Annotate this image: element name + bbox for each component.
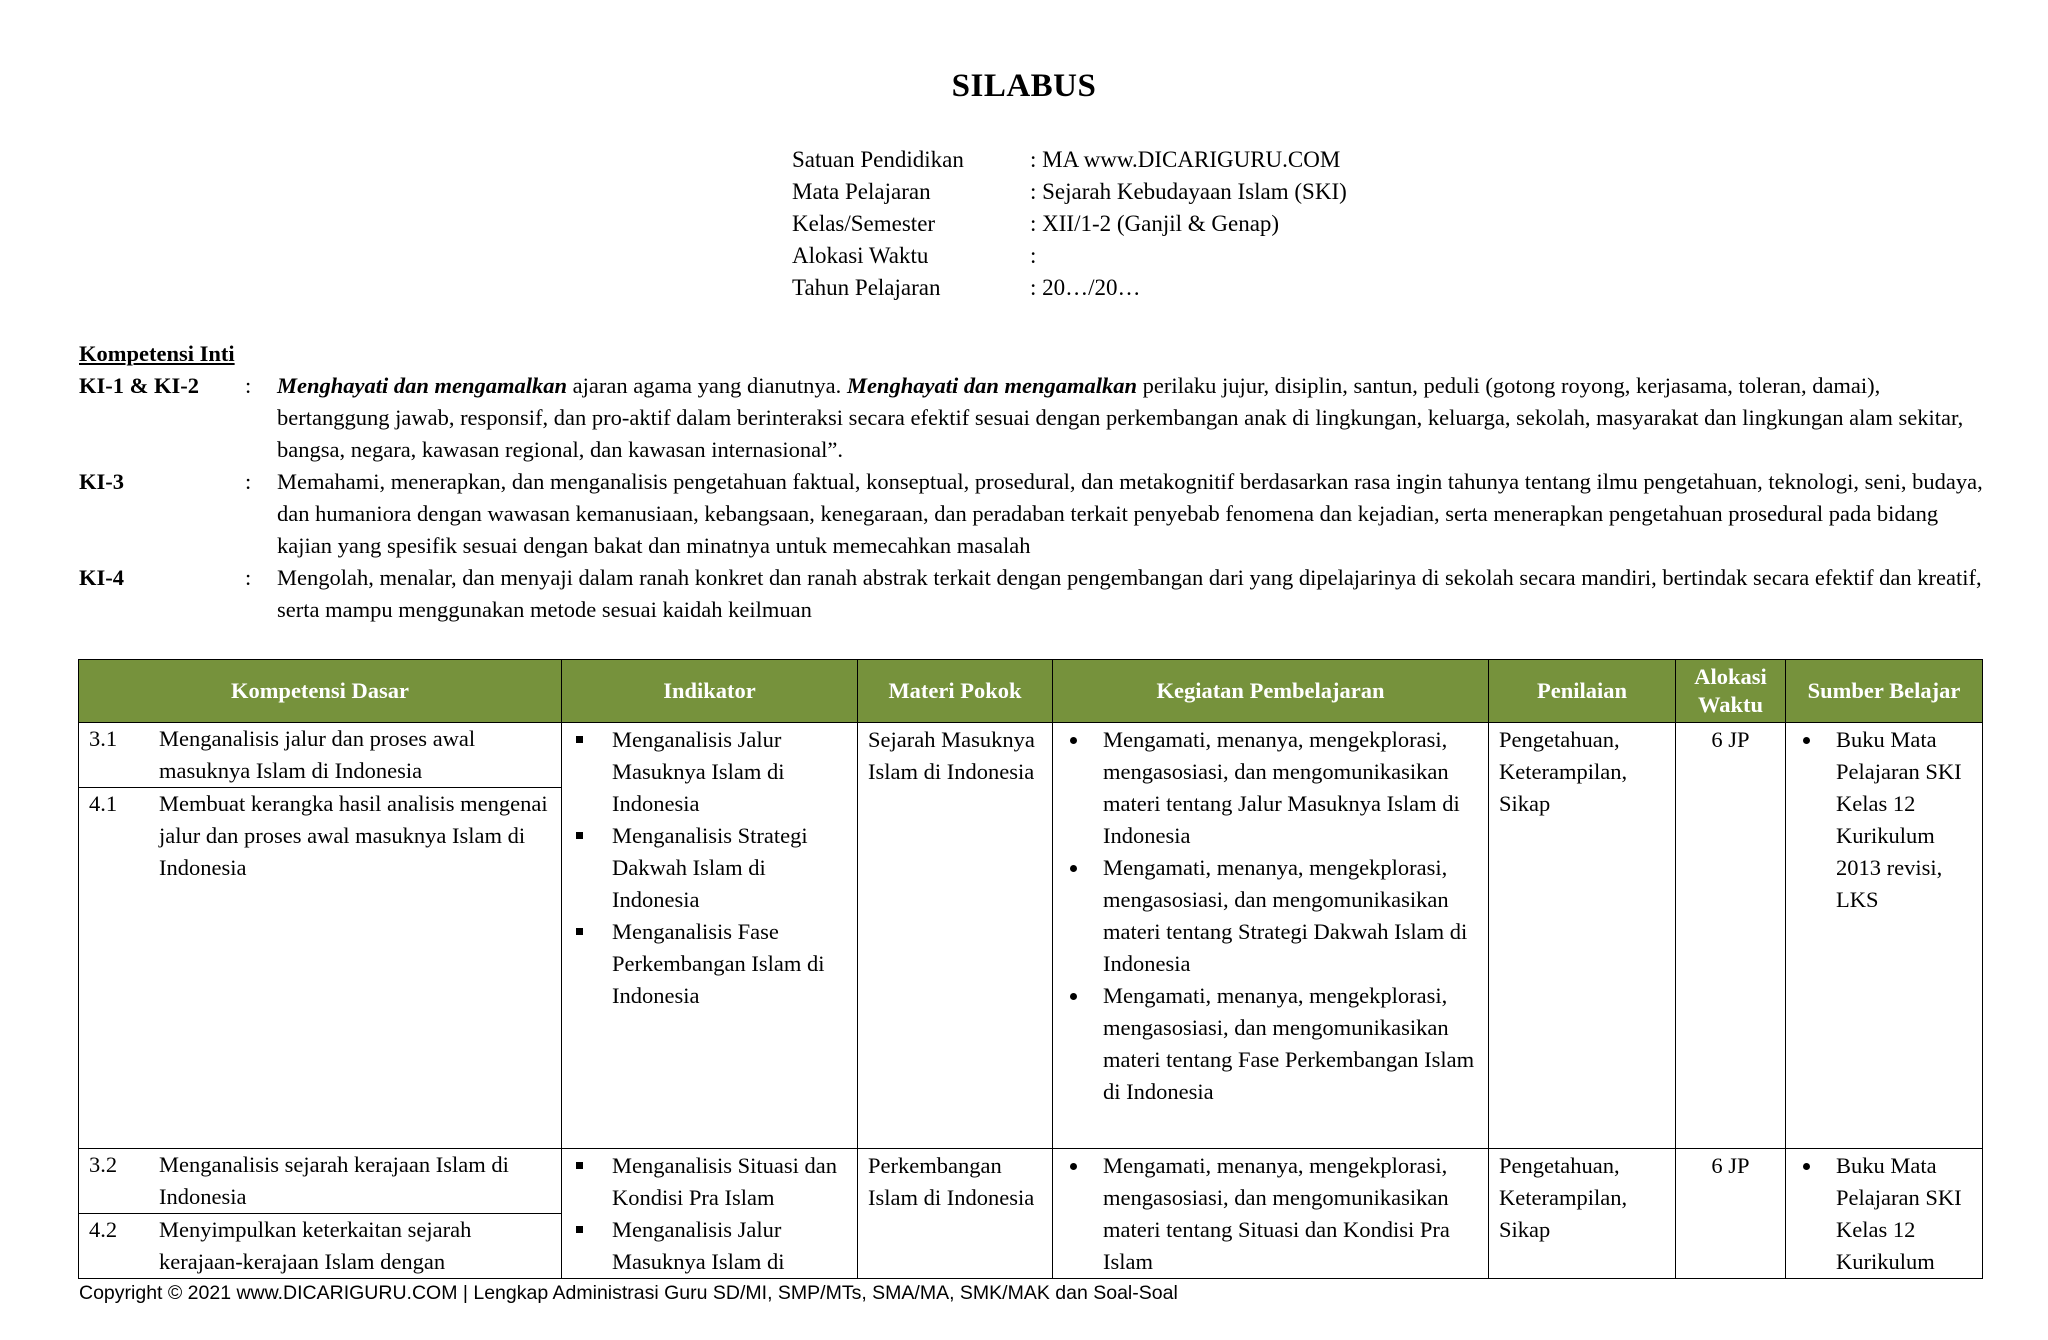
ki-text-part: ajaran agama yang dianutnya. xyxy=(567,373,847,398)
meta-row xyxy=(792,144,1347,176)
indikator-cell xyxy=(562,723,858,1149)
ki-colon: : xyxy=(245,469,252,494)
list-item: Menganalisis Fase Perkembangan Islam di Indonesia xyxy=(572,916,849,1012)
penilaian-text: Pengetahuan, Keterampilan, Sikap xyxy=(1499,1153,1628,1242)
meta-label: Kelas/Semester xyxy=(792,211,936,236)
ki-text: Memahami, menerapkan, dan menganalisis pengetahuan faktual, konseptual, prosedural, dan metakognitif berdasarkan rasa ingin tahunya tentang ilmu pengetahuan, teknologi, seni, budaya, dan humaniora dengan wawasan kemanusiaan, kebangsaan, kenegaraan, dan peradaban terkait penyebab fenomena dan kejadian, serta menerapkan pengetahuan prosedural pada bidang kajian yang spesifik sesuai dengan bakat dan minatnya untuk memecahkan masalah xyxy=(277,469,1983,558)
ki-emphasis: Menghayati dan mengamalkan xyxy=(846,373,1137,398)
materi-pokok-cell xyxy=(858,1149,1053,1279)
kd-number: 4.1 xyxy=(89,791,118,816)
column-header: Penilaian xyxy=(1489,660,1676,723)
kd-item xyxy=(79,723,561,787)
kd-item xyxy=(79,1213,561,1278)
list-item: Buku Mata Pelajaran SKI Kelas 12 Kurikulum xyxy=(1796,1150,1974,1278)
ki-emphasis: Menghayati dan mengamalkan xyxy=(277,373,568,398)
indikator-list xyxy=(562,1149,857,1278)
meta-row xyxy=(792,240,1347,272)
alokasi-cell xyxy=(1676,1149,1786,1279)
meta-value: : xyxy=(1030,243,1037,268)
kegiatan-list xyxy=(1053,1149,1488,1278)
document-title: SILABUS xyxy=(951,68,1097,104)
meta-value: : XII/1-2 (Ganjil & Genap) xyxy=(1030,211,1280,236)
ki-colon: : xyxy=(245,565,252,590)
ki-code: KI-1 & KI-2 xyxy=(79,373,199,398)
kd-number: 3.2 xyxy=(89,1152,118,1177)
identity-block xyxy=(792,144,1347,304)
list-item: Menganalisis Situasi dan Kondisi Pra Islam xyxy=(572,1150,849,1214)
table-header-row xyxy=(79,660,1983,723)
list-item: Buku Mata Pelajaran SKI Kelas 12 Kurikulum 2013 revisi, LKS xyxy=(1796,724,1974,916)
meta-label: Mata Pelajaran xyxy=(792,179,931,204)
kd-text: Menganalisis sejarah kerajaan Islam di Indonesia xyxy=(159,1152,509,1209)
meta-row xyxy=(792,208,1347,240)
sumber-list xyxy=(1786,1149,1982,1278)
list-item: Mengamati, menanya, mengekplorasi, mengasosiasi, dan mengomunikasikan materi tentang Jalur Masuknya Islam di Indonesia xyxy=(1063,724,1480,852)
meta-value: : MA www.DICARIGURU.COM xyxy=(1030,147,1341,172)
column-header: Kompetensi Dasar xyxy=(79,660,562,723)
column-header: Sumber Belajar xyxy=(1786,660,1983,723)
ki-code: KI-3 xyxy=(79,469,124,494)
list-item: Mengamati, menanya, mengekplorasi, mengasosiasi, dan mengomunikasikan materi tentang Fase Perkembangan Islam di Indonesia xyxy=(1063,980,1480,1108)
kd-number: 4.2 xyxy=(89,1217,118,1242)
copyright-footer: Copyright © 2021 www.DICARIGURU.COM | Lengkap Administrasi Guru SD/MI, SMP/MTs, SMA/MA, SMK/MAK dan Soal-Soal xyxy=(79,1282,1178,1304)
indikator-list xyxy=(562,723,857,1012)
meta-label: Alokasi Waktu xyxy=(792,243,929,268)
alokasi-text: 6 JP xyxy=(1711,1153,1750,1178)
column-header: Materi Pokok xyxy=(858,660,1053,723)
materi-text: Perkembangan Islam di Indonesia xyxy=(868,1153,1035,1210)
sumber-list xyxy=(1786,723,1982,916)
ki-colon: : xyxy=(245,373,252,398)
kd-item xyxy=(79,787,561,884)
kd-text: Menganalisis jalur dan proses awal masuknya Islam di Indonesia xyxy=(159,726,476,783)
ki-code: KI-4 xyxy=(79,565,124,590)
column-header: Alokasi Waktu xyxy=(1676,660,1786,723)
kd-number: 3.1 xyxy=(89,726,118,751)
materi-pokok-cell xyxy=(858,723,1053,1149)
meta-value: : Sejarah Kebudayaan Islam (SKI) xyxy=(1030,179,1347,204)
indikator-cell xyxy=(562,1149,858,1279)
penilaian-cell xyxy=(1489,723,1676,1149)
kegiatan-cell xyxy=(1053,723,1489,1149)
ki-text-part: perilaku jujur, disiplin, santun, peduli (gotong royong, kerjasama, toleran, damai), bertanggung jawab, responsif, dan pro-aktif dalam berinteraksi secara efektif sesuai dengan perkembangan anak di lingkungan, keluarga, sekolah, masyarakat dan lingkungan alam sekitar, bangsa, negara, kawasan regional, dan kawasan internasional”. xyxy=(277,373,1964,462)
list-item: Mengamati, menanya, mengekplorasi, mengasosiasi, dan mengomunikasikan materi tentang Strategi Dakwah Islam di Indonesia xyxy=(1063,852,1480,980)
table-row xyxy=(79,1149,1983,1279)
materi-text: Sejarah Masuknya Islam di Indonesia xyxy=(868,727,1035,784)
kd-text: Membuat kerangka hasil analisis mengenai jalur dan proses awal masuknya Islam di Indonesia xyxy=(159,791,548,880)
list-item: Menganalisis Strategi Dakwah Islam di Indonesia xyxy=(572,820,849,916)
alokasi-text: 6 JP xyxy=(1711,727,1750,752)
meta-row xyxy=(792,272,1347,304)
ki-text: Mengolah, menalar, dan menyaji dalam ranah konkret dan ranah abstrak terkait dengan pengembangan dari yang dipelajarinya di sekolah secara mandiri, bertindak secara efektif dan kreatif, serta mampu menggunakan metode sesuai kaidah keilmuan xyxy=(277,565,1982,622)
alokasi-cell xyxy=(1676,723,1786,1149)
silabus-table xyxy=(78,659,1983,1279)
table-row xyxy=(79,723,1983,1149)
kompetensi-inti-heading: Kompetensi Inti xyxy=(79,341,235,366)
sumber-cell xyxy=(1786,1149,1983,1279)
kd-item xyxy=(79,1149,561,1213)
list-item: Menganalisis Jalur Masuknya Islam di xyxy=(572,1214,849,1278)
column-header: Kegiatan Pembelajaran xyxy=(1053,660,1489,723)
ki-item xyxy=(79,562,1989,626)
list-item: Mengamati, menanya, mengekplorasi, mengasosiasi, dan mengomunikasikan materi tentang Situasi dan Kondisi Pra Islam xyxy=(1063,1150,1480,1278)
list-item: Menganalisis Jalur Masuknya Islam di Indonesia xyxy=(572,724,849,820)
meta-value: : 20…/20… xyxy=(1030,275,1141,300)
meta-label: Tahun Pelajaran xyxy=(792,275,941,300)
kompetensi-dasar-cell xyxy=(79,723,562,1149)
meta-label: Satuan Pendidikan xyxy=(792,147,964,172)
ki-item xyxy=(79,370,1989,466)
penilaian-cell xyxy=(1489,1149,1676,1279)
sumber-cell xyxy=(1786,723,1983,1149)
meta-row xyxy=(792,176,1347,208)
column-header: Indikator xyxy=(562,660,858,723)
kd-text: Menyimpulkan keterkaitan sejarah kerajaan-kerajaan Islam dengan xyxy=(159,1217,472,1274)
ki-text xyxy=(277,370,1989,466)
ki-item xyxy=(79,466,1989,562)
kompetensi-dasar-cell xyxy=(79,1149,562,1279)
kegiatan-cell xyxy=(1053,1149,1489,1279)
kompetensi-inti-section xyxy=(79,338,1989,626)
penilaian-text: Pengetahuan, Keterampilan, Sikap xyxy=(1499,727,1628,816)
kegiatan-list xyxy=(1053,723,1488,1108)
